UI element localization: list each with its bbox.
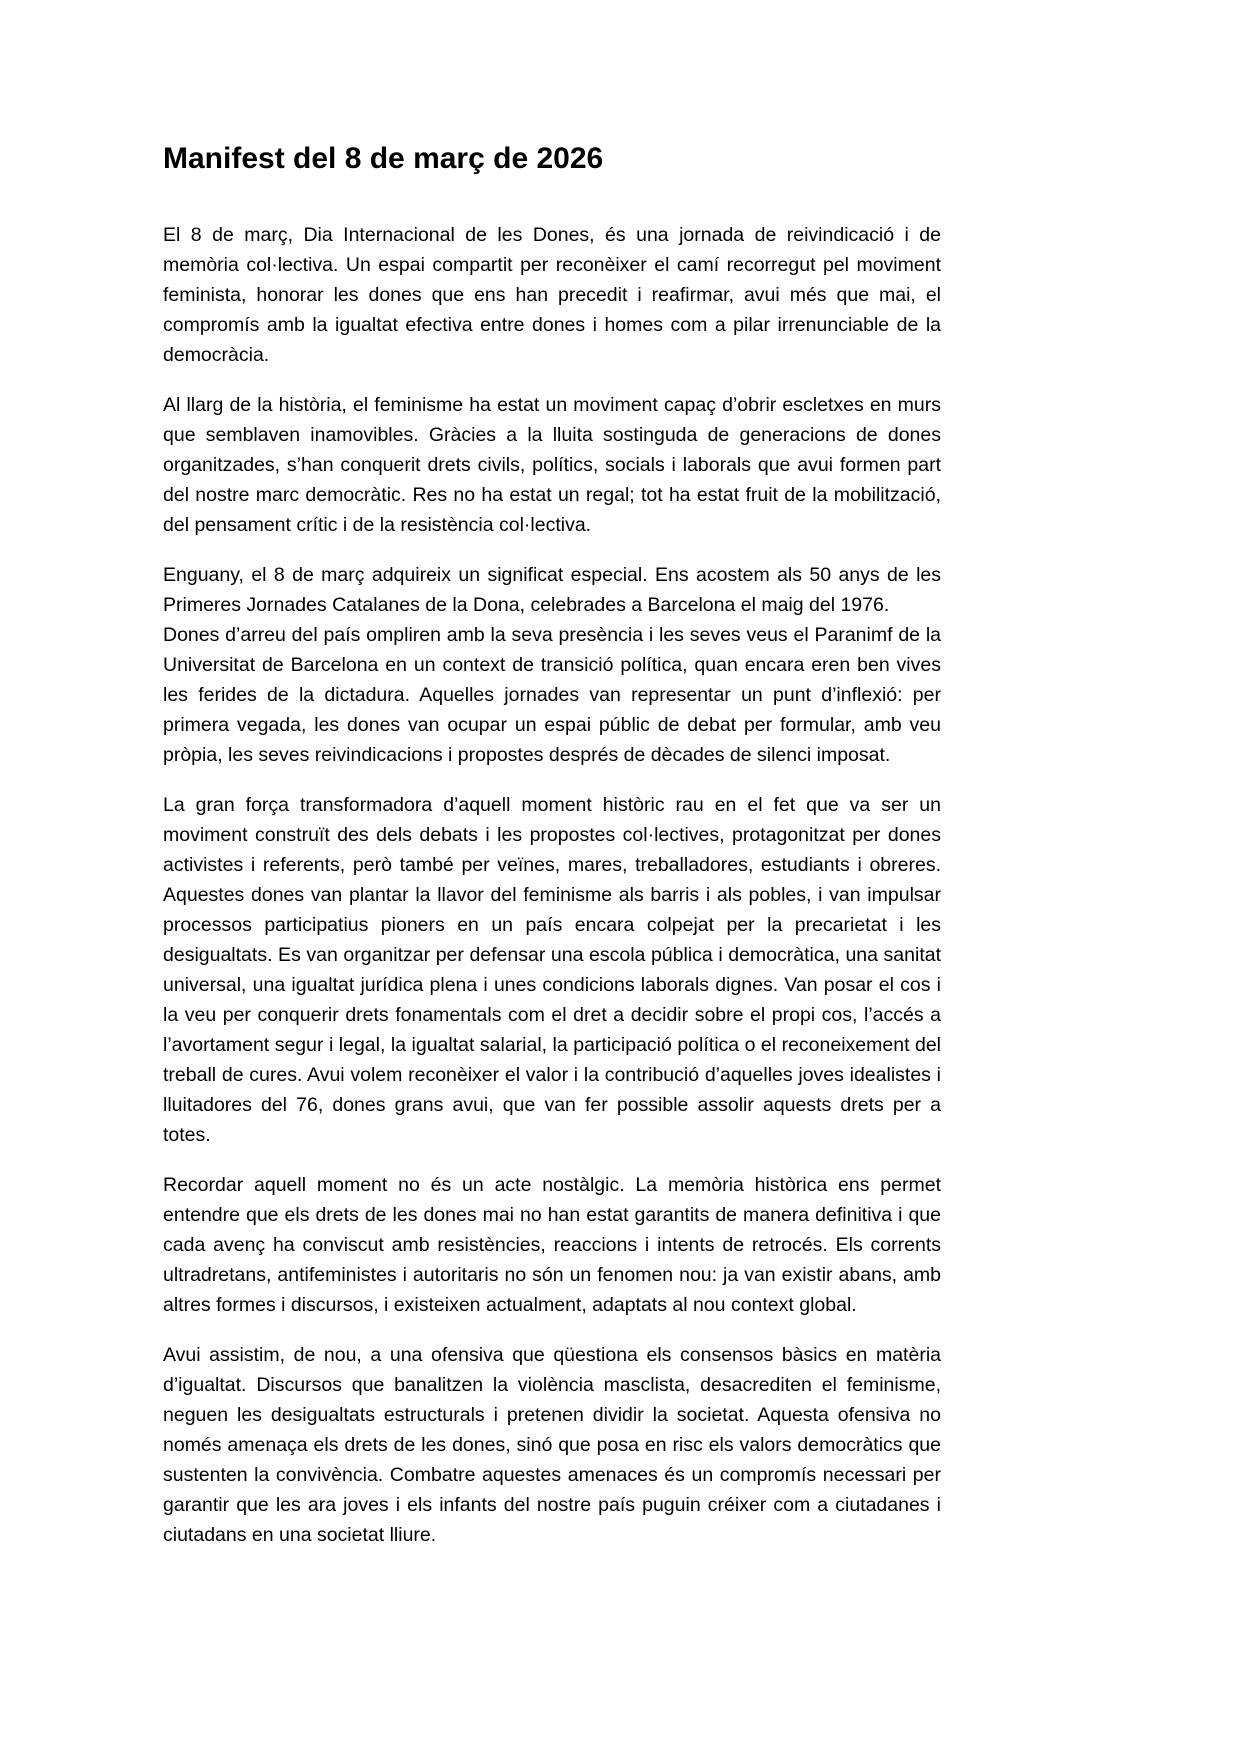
paragraph-4: La gran força transformadora d’aquell moment històric rau en el fet que va ser un moviment construït des dels debats i les propostes col·lectives, protagonitzat per dones activistes i referents, però també per veïnes, mares, treballadores, estudiants i obreres. Aquestes dones van plantar la llavor del feminisme als barris i als pobles, i van impulsar processos participatius pioners en un país encara colpejat per la precarietat i les desigualtats. Es van organitzar per defensar una escola pública i democràtica, una sanitat universal, una igualtat jurídica plena i unes condicions laborals dignes. Van posar el cos i la veu per conquerir drets fonamentals com el dret a decidir sobre el propi cos, l’accés a l’avortament segur i legal, la igualtat salarial, la participació política o el reconeixement del treball de cures. Avui volem reconèixer el valor i la contribució d’aquelles joves idealistes i lluitadores del 76, dones grans avui, que van fer possible assolir aquests drets per a totes. [163,794,941,1146]
paragraph-2: Al llarg de la història, el feminisme ha estat un moviment capaç d’obrir escletxes en murs que semblaven inamovibles. Gràcies a la lluita sostinguda de generacions de dones organitzades, s’han conquerit drets civils, polítics, socials i laborals que avui formen part del nostre marc democràtic. Res no ha estat un regal; tot ha estat fruit de la mobilització, del pensament crític i de la resistència col·lectiva. [163,394,941,536]
document-title: Manifest del 8 de març de 2026 [163,142,604,175]
paragraph-6: Avui assistim, de nou, a una ofensiva que qüestiona els consensos bàsics en matèria d’igualtat. Discursos que banalitzen la violència masclista, desacrediten el feminisme, neguen les desigualtats estructurals i pretenen dividir la societat. Aquesta ofensiva no només amenaça els drets de les dones, sinó que posa en risc els valors democràtics que sustenten la convivència. Combatre aquestes amenaces és un compromís necessari per garantir que les ara joves i els infants del nostre país puguin créixer com a ciutadanes i ciutadans en una societat lliure. [163,1344,941,1546]
paragraph-3-segment-1: Enguany, el 8 de març adquireix un significat especial. Ens acostem als 50 anys de les Primeres Jornades Catalanes de la Dona, celebrades a Barcelona el maig del 1976. [163,564,941,616]
document-content [163,140,941,1570]
paragraph-5: Recordar aquell moment no és un acte nostàlgic. La memòria històrica ens permet entendre que els drets de les dones mai no han estat garantits de manera definitiva i que cada avenç ha conviscut amb resistències, reaccions i intents de retrocés. Els corrents ultradretans, antifeministes i autoritaris no són un fenomen nou: ja van existir abans, amb altres formes i discursos, i existeixen actualment, adaptats al nou context global. [163,1174,941,1316]
paragraph-3-segment-2: Dones d’arreu del país ompliren amb la seva presència i les seves veus el Paranimf de la Universitat de Barcelona en un context de transició política, quan encara eren ben vives les ferides de la dictadura. Aquelles jornades van representar un punt d’inflexió: per primera vegada, les dones van ocupar un espai públic de debat per formular, amb veu pròpia, les seves reivindicacions i propostes després de dècades de silenci imposat. [163,624,941,766]
paragraph-1: El 8 de març, Dia Internacional de les Dones, és una jornada de reivindicació i de memòria col·lectiva. Un espai compartit per reconèixer el camí recorregut pel moviment feminista, honorar les dones que ens han precedit i reafirmar, avui més que mai, el compromís amb la igualtat efectiva entre dones i homes com a pilar irrenunciable de la democràcia. [163,224,941,366]
